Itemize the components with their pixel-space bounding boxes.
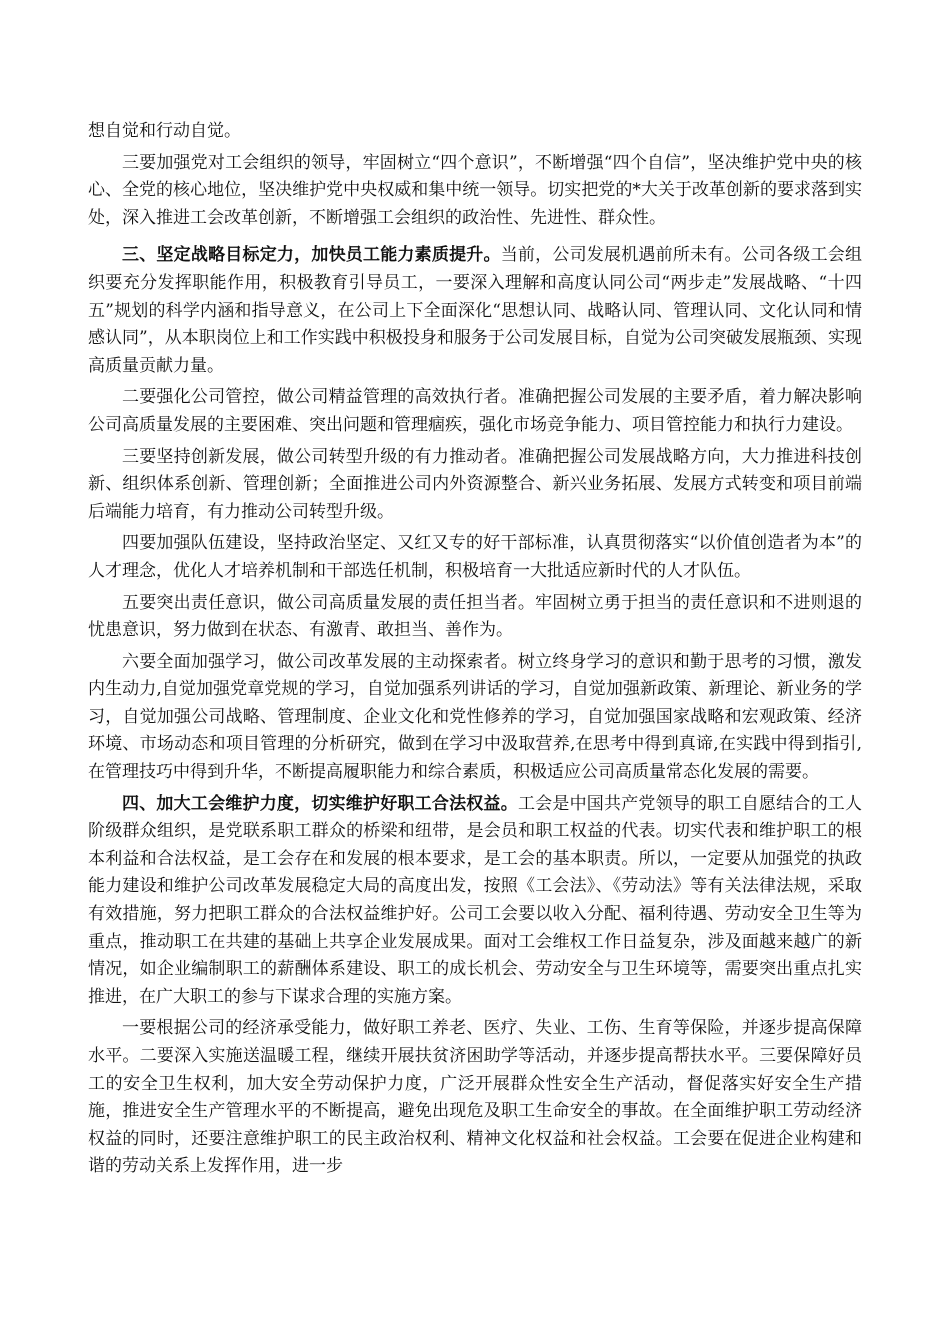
paragraph-text: 想自觉和行动自觉。: [88, 121, 241, 141]
paragraph-party-leadership: [88, 150, 862, 233]
paragraph-responsibility: [88, 590, 862, 645]
paragraph-section-three: [88, 242, 862, 380]
paragraph-text: 六要全面加强学习，做公司改革发展的主动探索者。树立终身学习的意识和勤于思考的习惯，激发内生动力,自觉加强党章党规的学习，自觉加强系列讲话的学习，自觉加强新政策、新理论、新业务的学习，自觉加强公司战略、管理制度、企业文化和党性修养的学习，自觉加强国家战略和宏观政策、经济环境、市场动态和项目管理的分析研究，做到在学习中汲取营养,在思考中得到真谛,在实践中得到指引,在管理技巧中得到升华，不断提高履职能力和综合素质，积极适应公司高质量常态化发展的需要。: [88, 651, 862, 783]
paragraph-section-four: [88, 791, 862, 1012]
paragraph-learning: [88, 649, 862, 787]
paragraph-text: 三要加强党对工会组织的领导，牢固树立“四个意识”，不断增强“四个自信”，坚决维护党中央的核心、全党的核心地位，坚决维护党中央权威和集中统一领导。切实把党的*大关于改革创新的要求落到实处，深入推进工会改革创新，不断增强工会组织的政治性、先进性、群众性。: [88, 152, 862, 228]
paragraph-innovation: [88, 444, 862, 527]
paragraph-text: 五要突出责任意识，做公司高质量发展的责任担当者。牢固树立勇于担当的责任意识和不进则退的忧患意识，努力做到在状态、有激青、敢担当、善作为。: [88, 592, 862, 641]
paragraph-text: 当前，公司发展机遇前所未有。公司各级工会组织要充分发挥职能作用，积极教育引导员工，一要深入理解和高度认同公司“两步走”发展战略、“十四五”规划的科学内涵和指导意义，在公司上下全面深化“思想认同、战略认同、管理认同、文化认同和情感认同”，从本职岗位上和工作实践中积极投身和服务于公司发展目标，自觉为公司突破发展瓶颈、实现高质量贡献力量。: [88, 245, 863, 376]
section-heading: 四、加大工会维护力度，切实维护好职工合法权益。: [122, 793, 518, 814]
paragraph-text: 三要坚持创新发展，做公司转型升级的有力推动者。准确把握公司发展战略方向，大力推进科技创新、组织体系创新、管理创新；全面推进公司内外资源整合、新兴业务拓展、发展方式转变和项目前端后端能力培育，有力推动公司转型升级。: [88, 446, 862, 522]
paragraph-text: 四要加强队伍建设，坚持政治坚定、又红又专的好干部标准，认真贯彻落实“以价值创造者为本”的人才理念，优化人才培养机制和干部选任机制，积极培育一大批适应新时代的人才队伍。: [88, 533, 862, 581]
paragraph-management-control: [88, 384, 862, 439]
paragraph-welfare: [88, 1015, 862, 1181]
document-body: [88, 118, 862, 1185]
paragraph-continuation: [88, 118, 862, 146]
paragraph-text: 一要根据公司的经济承受能力，做好职工养老、医疗、失业、工伤、生育等保险，并逐步提高保障水平。二要深入实施送温暖工程，继续开展扶贫济困助学等活动，并逐步提高帮扶水平。三要保障好员工的安全卫生权利，加大安全劳动保护力度，广泛开展群众性安全生产活动，督促落实好安全生产措施，推进安全生产管理水平的不断提高，避免出现危及职工生命安全的事故。在全面维护职工劳动经济权益的同时，还要注意维护职工的民主政治权利、精神文化权益和社会权益。工会要在促进企业构建和谐的劳动关系上发挥作用，进一步: [88, 1018, 862, 1177]
paragraph-text: 工会是中国共产党领导的职工自愿结合的工人阶级群众组织，是党联系职工群众的桥梁和纽带，是会员和职工权益的代表。切实代表和维护职工的根本利益和合法权益，是工会存在和发展的根本要求，是工会的基本职责。所以，一定要从加强党的执政能力建设和维护公司改革发展稳定大局的高度出发，按照《工会法》、《劳动法》等有关法律法规，采取有效措施，努力把职工群众的合法权益维护好。公司工会要以收入分配、福利待遇、劳动安全卫生等为重点，推动职工在共建的基础上共享企业发展成果。面对工会维权工作日益复杂，涉及面越来越广的新情况，如企业编制职工的薪酬体系建设、职工的成长机会、劳动安全与卫生环境等，需要突出重点扎实推进，在广大职工的参与下谋求合理的实施方案。: [88, 793, 863, 1007]
section-heading: 三、坚定战略目标定力，加快员工能力素质提升。: [122, 245, 501, 266]
paragraph-text: 二要强化公司管控，做公司精益管理的高效执行者。准确把握公司发展的主要矛盾，着力解决影响公司高质量发展的主要困难、突出问题和管理痼疾，强化市场竞争能力、项目管控能力和执行力建设。: [88, 387, 862, 435]
paragraph-team-building: [88, 530, 862, 585]
